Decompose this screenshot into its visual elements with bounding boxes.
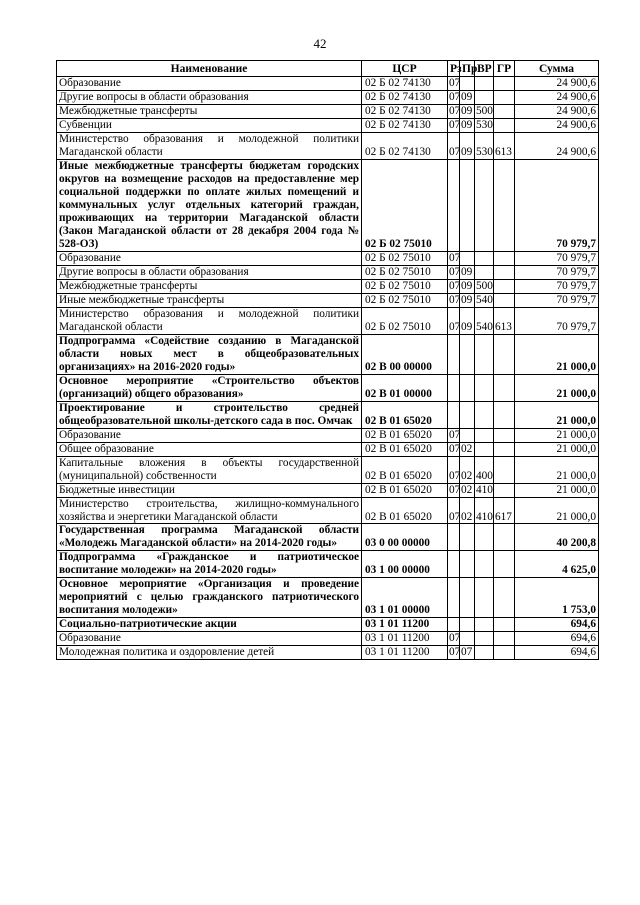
cell-pr: 09: [460, 307, 475, 334]
cell-rz: 07: [449, 251, 461, 264]
cell-pr: [460, 401, 475, 428]
cell-rz: 07: [449, 265, 461, 278]
cell-sum: 21 000,0: [515, 428, 599, 442]
cell-pr: 02: [460, 483, 475, 497]
cell-name: Подпрограмма «Гражданское и патриотическое воспитание молодежи» на 2014-2020 годы»: [57, 551, 362, 578]
cell-name: Проектирование и строительство средней общеобразовательной школы-детского сада в пос. Омчак: [57, 401, 362, 428]
cell-vr: [475, 265, 494, 279]
cell-name: Основное мероприятие «Организация и проведение мероприятий с целью гражданского патриотического воспитания молодежи»: [57, 578, 362, 618]
cell-pr: [460, 374, 475, 401]
cell-gr: [494, 578, 515, 618]
cell-rz: 07: [449, 293, 461, 306]
cell-sum: 24 900,6: [515, 118, 599, 132]
table-header-row: [57, 61, 599, 77]
cell-name: Образование: [57, 251, 362, 265]
cell-name: Межбюджетные трансферты: [57, 279, 362, 293]
cell-gr: [494, 334, 515, 374]
cell-name: Капитальные вложения в объекты государственной (муниципальной) собственности: [57, 456, 362, 483]
header-pr: Пр: [460, 61, 475, 77]
cell-pr: 09: [460, 279, 475, 293]
cell-name: Образование: [57, 77, 362, 91]
cell-pr: [460, 428, 475, 442]
cell-pr: 07: [460, 646, 475, 660]
cell-pr: 02: [460, 442, 475, 456]
header-vr: ВР: [475, 61, 494, 77]
table-row: [57, 293, 599, 307]
cell-sum: 24 900,6: [515, 132, 599, 159]
table-row: [57, 578, 599, 618]
cell-gr: [494, 293, 515, 307]
cell-name: Субвенции: [57, 118, 362, 132]
cell-gr: 613: [494, 132, 515, 159]
cell-rz: 07: [449, 118, 461, 131]
table-row: [57, 77, 599, 91]
cell-sum: 694,6: [515, 646, 599, 660]
cell-name: Молодежная политика и оздоровление детей: [57, 646, 362, 660]
cell-rz: [448, 578, 460, 618]
cell-gr: [494, 428, 515, 442]
cell-gr: [494, 456, 515, 483]
cell-csr: 03 1 01 11200: [362, 646, 448, 660]
cell-vr: [475, 632, 494, 646]
page-number: 42: [313, 36, 327, 51]
cell-gr: 617: [494, 497, 515, 524]
cell-vr: [475, 374, 494, 401]
cell-name: Иные межбюджетные трансферты: [57, 293, 362, 307]
cell-name: Бюджетные инвестиции: [57, 483, 362, 497]
cell-rz: 07: [449, 90, 461, 103]
cell-name: Другие вопросы в области образования: [57, 90, 362, 104]
cell-rz: 07: [449, 483, 461, 496]
cell-csr: 02 Б 02 75010: [362, 159, 448, 251]
cell-vr: 410: [476, 483, 493, 496]
cell-gr: [494, 632, 515, 646]
cell-rz: [448, 524, 460, 551]
cell-csr: 03 1 00 00000: [362, 551, 448, 578]
cell-vr: 500: [476, 279, 493, 292]
cell-sum: 21 000,0: [515, 442, 599, 456]
cell-gr: [494, 401, 515, 428]
table-row: [57, 334, 599, 374]
cell-gr: 613: [494, 307, 515, 334]
cell-pr: [460, 524, 475, 551]
cell-vr: [475, 646, 494, 660]
table-row: [57, 401, 599, 428]
cell-gr: [494, 442, 515, 456]
table-row: [57, 104, 599, 118]
cell-csr: 03 1 01 11200: [362, 618, 448, 632]
header-rz: Рз: [448, 61, 460, 77]
cell-rz: 07: [448, 307, 460, 334]
table-row: [57, 618, 599, 632]
cell-sum: 70 979,7: [515, 251, 599, 265]
cell-name: Образование: [57, 428, 362, 442]
cell-gr: [494, 265, 515, 279]
cell-sum: 21 000,0: [515, 456, 599, 483]
table-row: [57, 632, 599, 646]
cell-gr: [494, 551, 515, 578]
cell-pr: 09: [460, 104, 475, 118]
table-row: [57, 265, 599, 279]
cell-csr: 02 В 01 65020: [362, 497, 448, 524]
cell-name: Подпрограмма «Содействие созданию в Магаданской области новых мест в общеобразовательных организациях» на 2016-2020 годы»: [57, 334, 362, 374]
cell-sum: 70 979,7: [515, 293, 599, 307]
cell-name: Общее образование: [57, 442, 362, 456]
cell-rz: 07: [449, 646, 461, 659]
table-row: [57, 551, 599, 578]
cell-vr: 540: [476, 293, 493, 306]
cell-gr: [494, 279, 515, 293]
cell-vr: [475, 401, 494, 428]
cell-gr: [494, 618, 515, 632]
cell-vr: [475, 90, 494, 104]
cell-rz: [448, 551, 460, 578]
table-row: [57, 428, 599, 442]
table-row: [57, 374, 599, 401]
table-row: [57, 442, 599, 456]
table-body: [57, 77, 599, 660]
table-row: [57, 646, 599, 660]
cell-gr: [494, 104, 515, 118]
cell-vr: [475, 334, 494, 374]
cell-gr: [494, 90, 515, 104]
cell-vr: [475, 77, 494, 91]
cell-sum: 24 900,6: [515, 90, 599, 104]
cell-rz: [448, 159, 460, 251]
cell-sum: 70 979,7: [515, 265, 599, 279]
cell-csr: 02 Б 02 74130: [362, 104, 448, 118]
cell-vr: [475, 551, 494, 578]
cell-sum: 21 000,0: [515, 497, 599, 524]
header-csr: ЦСР: [362, 61, 448, 77]
cell-csr: 02 Б 02 75010: [362, 279, 448, 293]
cell-gr: [494, 646, 515, 660]
cell-gr: [494, 251, 515, 265]
cell-sum: 1 753,0: [515, 578, 599, 618]
cell-csr: 03 1 01 00000: [362, 578, 448, 618]
header-gr: ГР: [494, 61, 515, 77]
cell-csr: 02 В 00 00000: [362, 334, 448, 374]
cell-name: Основное мероприятие «Строительство объектов (организаций) общего образования»: [57, 374, 362, 401]
cell-pr: [460, 632, 475, 646]
table-row: [57, 483, 599, 497]
budget-table: [56, 60, 599, 660]
cell-name: Социально-патриотические акции: [57, 618, 362, 632]
cell-rz: 07: [449, 442, 461, 455]
cell-pr: [460, 77, 475, 91]
table-row: [57, 497, 599, 524]
cell-pr: [460, 159, 475, 251]
table-row: [57, 456, 599, 483]
cell-pr: 02: [460, 456, 475, 483]
cell-sum: 21 000,0: [515, 401, 599, 428]
cell-sum: 70 979,7: [515, 159, 599, 251]
cell-sum: 70 979,7: [515, 279, 599, 293]
cell-csr: 02 В 01 65020: [362, 442, 448, 456]
cell-rz: [448, 334, 460, 374]
cell-csr: 02 Б 02 74130: [362, 132, 448, 159]
cell-vr: 400: [475, 456, 494, 483]
cell-vr: 540: [475, 307, 494, 334]
cell-name: Другие вопросы в области образования: [57, 265, 362, 279]
cell-csr: 02 Б 02 75010: [362, 307, 448, 334]
table-row: [57, 307, 599, 334]
cell-csr: 03 0 00 00000: [362, 524, 448, 551]
cell-rz: [448, 374, 460, 401]
cell-csr: 02 Б 02 74130: [362, 118, 448, 132]
cell-rz: [448, 618, 460, 632]
cell-sum: 21 000,0: [515, 374, 599, 401]
cell-sum: 70 979,7: [515, 307, 599, 334]
cell-name: Иные межбюджетные трансферты бюджетам городских округов на возмещение расходов на предоставление мер социальной поддержки по оплате жилых помещений и коммунальных услуг отдельных категорий граждан, проживающих на территории Магаданской области (Закон Магаданской области от 28 декабря 2004 года № 528-ОЗ): [57, 159, 362, 251]
cell-gr: [494, 374, 515, 401]
cell-sum: 21 000,0: [515, 334, 599, 374]
cell-sum: 24 900,6: [515, 104, 599, 118]
cell-vr: [475, 618, 494, 632]
cell-name: Межбюджетные трансферты: [57, 104, 362, 118]
cell-vr: [475, 251, 494, 265]
table-row: [57, 279, 599, 293]
cell-rz: 07: [449, 77, 461, 89]
cell-rz: [448, 401, 460, 428]
cell-rz: 07: [448, 497, 460, 524]
cell-rz: 07: [448, 132, 460, 159]
cell-gr: [494, 159, 515, 251]
cell-pr: 02: [460, 497, 475, 524]
cell-vr: 530: [475, 132, 494, 159]
cell-pr: 09: [460, 90, 475, 104]
cell-sum: 694,6: [515, 618, 599, 632]
table-row: [57, 524, 599, 551]
cell-pr: 09: [460, 118, 475, 132]
cell-pr: [460, 334, 475, 374]
cell-vr: 500: [476, 104, 493, 117]
cell-pr: 09: [460, 265, 475, 279]
cell-csr: 02 В 01 65020: [362, 456, 448, 483]
cell-rz: 07: [449, 428, 461, 441]
cell-sum: 4 625,0: [515, 551, 599, 578]
cell-gr: [494, 118, 515, 132]
cell-name: Министерство образования и молодежной политики Магаданской области: [57, 307, 362, 334]
cell-name: Государственная программа Магаданской области «Молодежь Магаданской области» на 2014-2020 годы»: [57, 524, 362, 551]
cell-csr: 03 1 01 11200: [362, 632, 448, 646]
cell-sum: 694,6: [515, 632, 599, 646]
cell-rz: 07: [448, 456, 460, 483]
cell-vr: [475, 442, 494, 456]
table-row: [57, 118, 599, 132]
cell-rz: 07: [449, 104, 461, 117]
header-sum: Сумма: [515, 61, 599, 77]
cell-csr: 02 В 01 65020: [362, 401, 448, 428]
cell-pr: [460, 578, 475, 618]
cell-gr: [494, 77, 515, 91]
cell-sum: 21 000,0: [515, 483, 599, 497]
cell-vr: [475, 159, 494, 251]
cell-pr: 09: [460, 132, 475, 159]
cell-pr: [460, 551, 475, 578]
cell-gr: [494, 524, 515, 551]
cell-csr: 02 В 01 65020: [362, 428, 448, 442]
cell-csr: 02 В 01 00000: [362, 374, 448, 401]
cell-vr: [475, 578, 494, 618]
cell-gr: [494, 483, 515, 497]
cell-rz: 07: [449, 279, 461, 292]
cell-csr: 02 Б 02 74130: [362, 90, 448, 104]
cell-pr: 09: [460, 293, 475, 307]
cell-csr: 02 В 01 65020: [362, 483, 448, 497]
table-row: [57, 132, 599, 159]
table-row: [57, 159, 599, 251]
cell-rz: 07: [449, 632, 461, 645]
table-row: [57, 251, 599, 265]
cell-vr: 530: [476, 118, 493, 131]
cell-pr: [460, 618, 475, 632]
cell-name: Министерство образования и молодежной политики Магаданской области: [57, 132, 362, 159]
cell-csr: 02 Б 02 75010: [362, 265, 448, 279]
cell-sum: 40 200,8: [515, 524, 599, 551]
cell-pr: [460, 251, 475, 265]
cell-name: Министерство строительства, жилищно-коммунального хозяйства и энергетики Магаданской области: [57, 497, 362, 524]
table-row: [57, 90, 599, 104]
cell-csr: 02 Б 02 74130: [362, 77, 448, 91]
header-name: Наименование: [57, 61, 362, 77]
cell-vr: [475, 428, 494, 442]
cell-vr: [475, 524, 494, 551]
cell-sum: 24 900,6: [515, 77, 599, 91]
cell-csr: 02 Б 02 75010: [362, 293, 448, 307]
cell-name: Образование: [57, 632, 362, 646]
cell-csr: 02 Б 02 75010: [362, 251, 448, 265]
cell-vr: 410: [475, 497, 494, 524]
